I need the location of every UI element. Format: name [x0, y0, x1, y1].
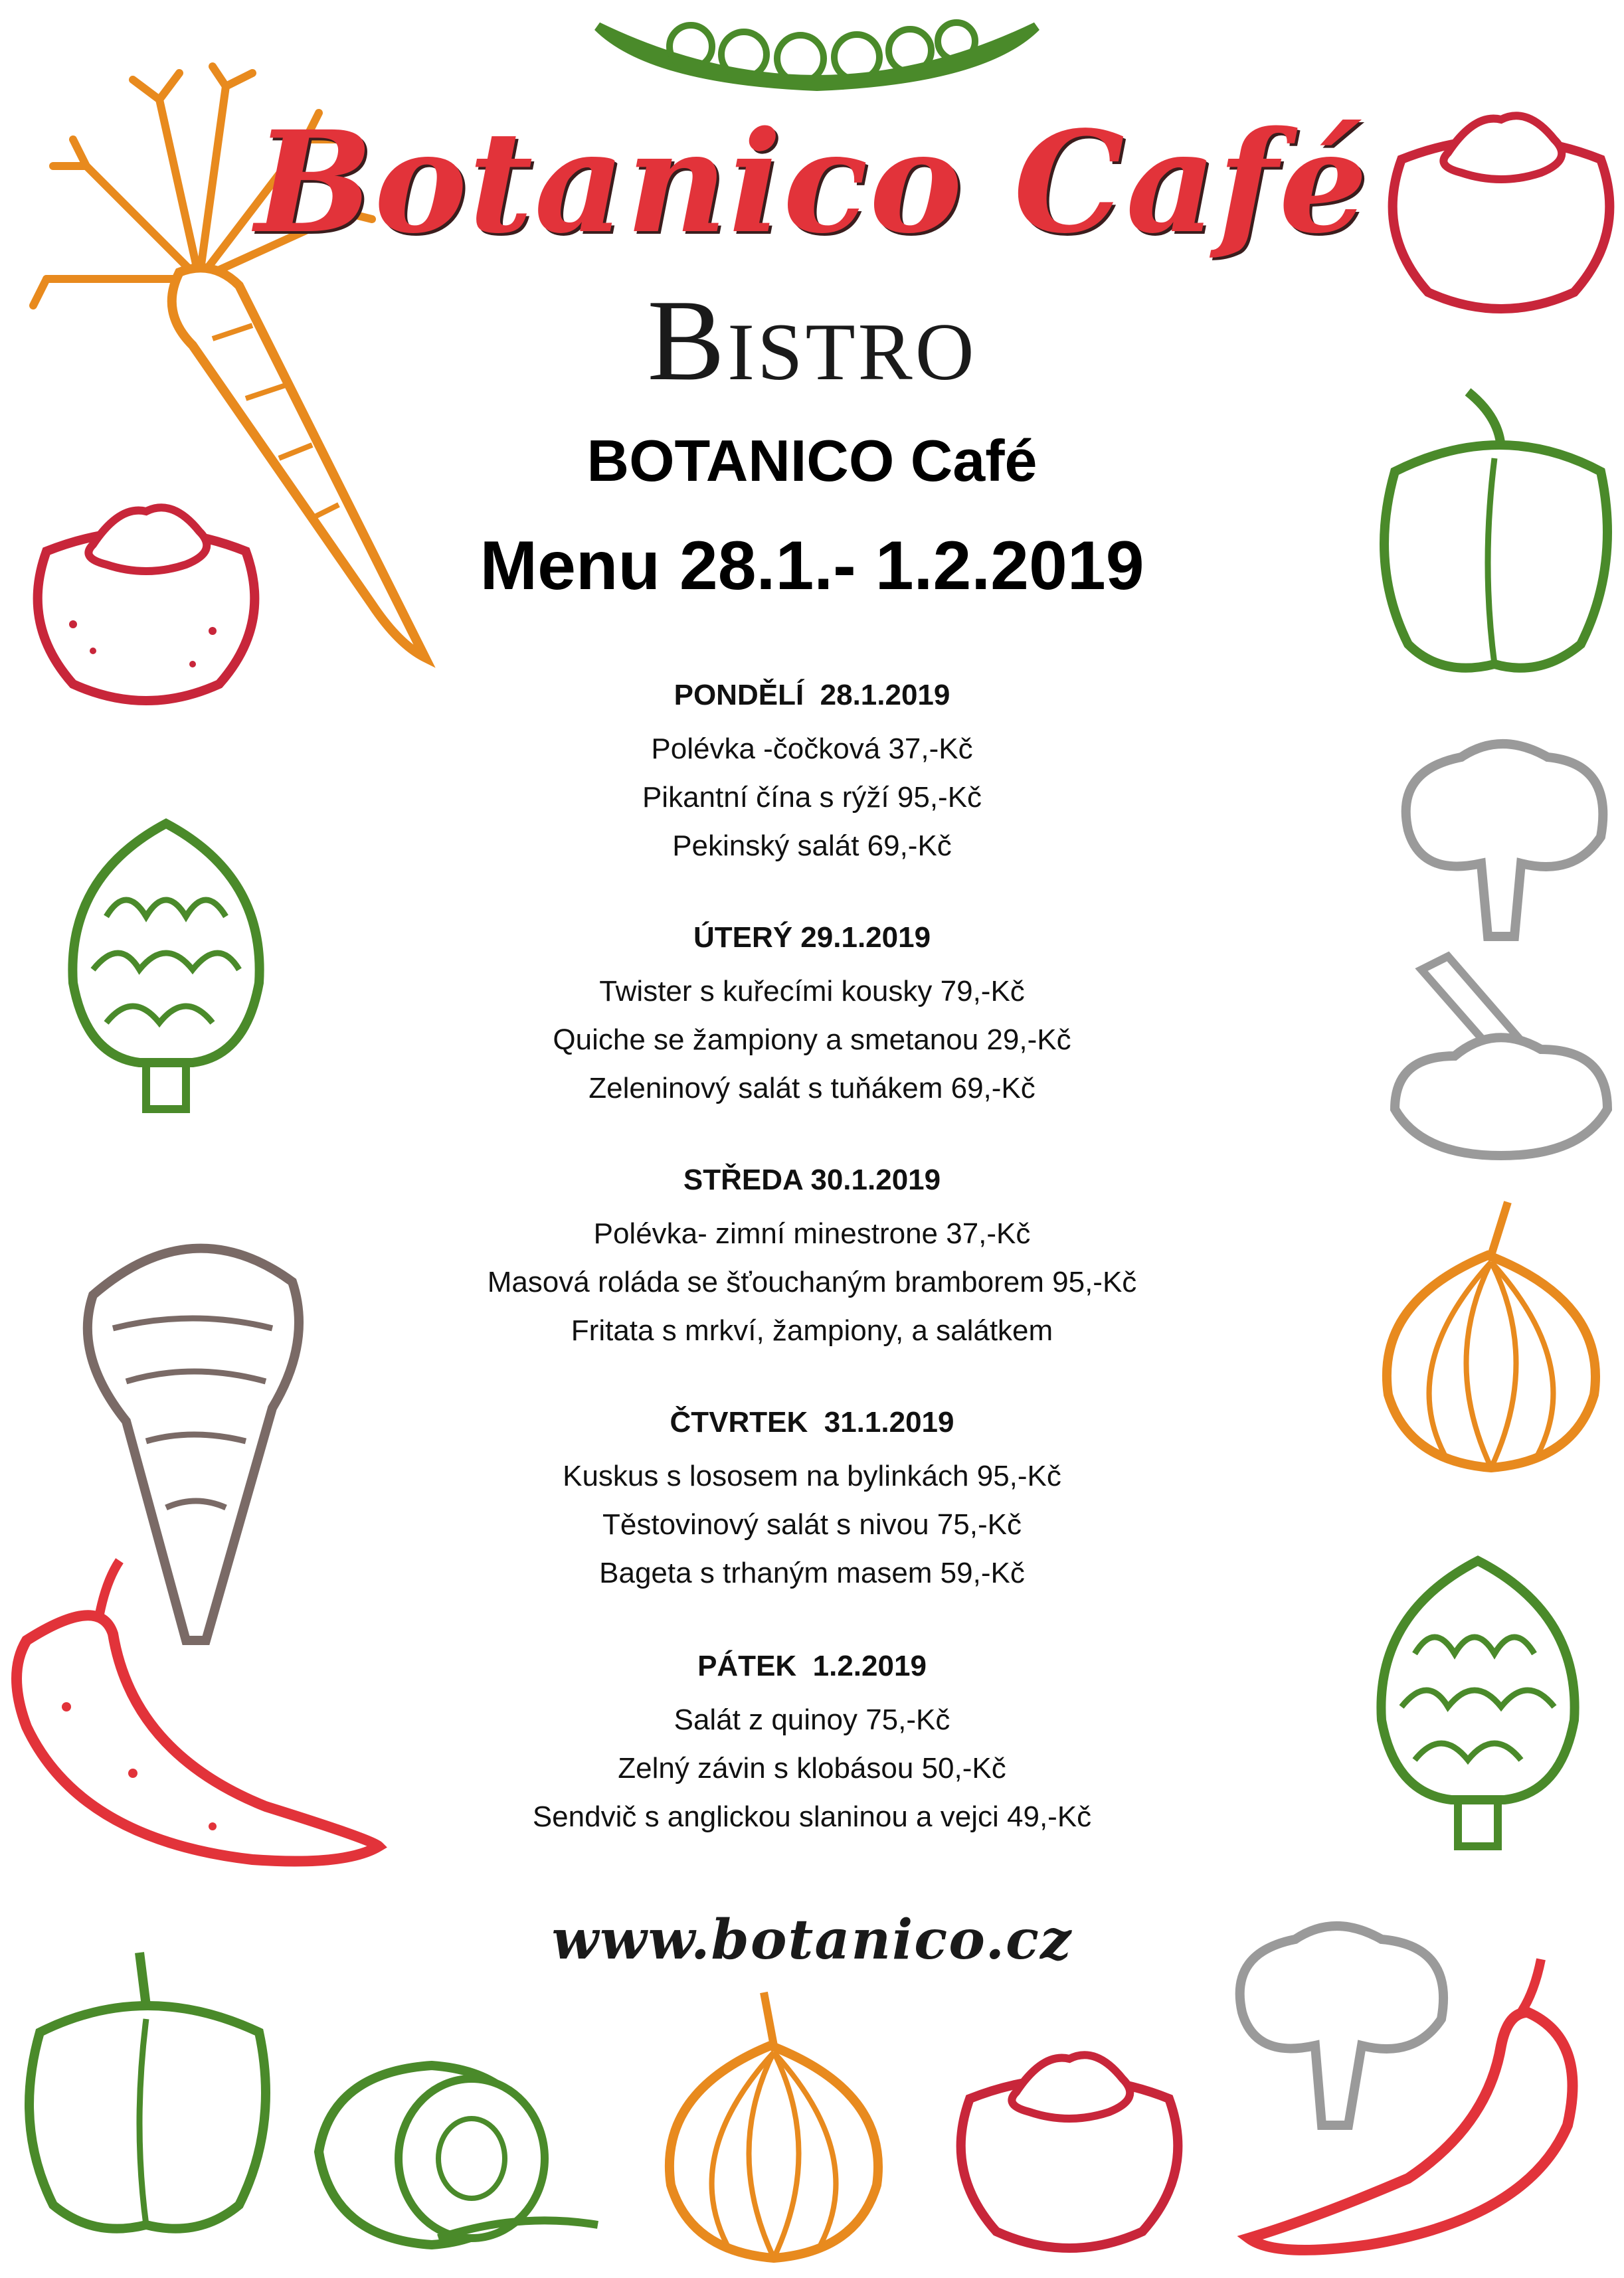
- day-block-tuesday: [0, 923, 1624, 1112]
- tomato-bottom-illustration: [943, 2039, 1196, 2265]
- pea-pod-illustration: [585, 0, 1049, 100]
- dish-item: Pekinský salát 69,-Kč: [672, 830, 952, 862]
- bell-pepper-illustration: [13, 1939, 279, 2245]
- cucumber-illustration: [306, 2046, 611, 2258]
- day-block-wednesday: [0, 1166, 1624, 1355]
- onion-bottom-illustration: [651, 1986, 897, 2278]
- dish-item: Quiche se žampiony a smetanou 29,-Kč: [553, 1023, 1071, 1056]
- dish-item: Fritata s mrkví, žampiony, a salátkem: [571, 1314, 1053, 1347]
- dish-item: Polévka- zimní minestrone 37,-Kč: [593, 1217, 1031, 1250]
- menu-title: Menu 28.1.- 1.2.2019: [480, 527, 1144, 604]
- dish-item: Zelný závin s klobásou 50,-Kč: [618, 1752, 1006, 1785]
- dish-item: Zeleninový salát s tuňákem 69,-Kč: [588, 1072, 1036, 1104]
- dish-item: Pikantní čína s rýží 95,-Kč: [642, 781, 982, 814]
- dish-item: Těstovinový salát s nivou 75,-Kč: [602, 1508, 1022, 1541]
- dish-item: Sendvič s anglickou slaninou a vejci 49,-Kč: [532, 1800, 1092, 1833]
- website-link[interactable]: www.botanico.cz: [551, 1908, 1073, 1972]
- dish-item: Salát z quinoy 75,-Kč: [674, 1704, 950, 1736]
- dish-item: Twister s kuřecími kousky 79,-Kč: [599, 975, 1025, 1008]
- logo-subtitle: Bistro: [647, 276, 977, 404]
- day-heading: PÁTEK 1.2.2019: [697, 1650, 927, 1682]
- day-heading: ČTVRTEK 31.1.2019: [670, 1406, 954, 1439]
- day-heading: PONDĚLÍ 28.1.2019: [674, 679, 950, 711]
- dish-item: Polévka -čočková 37,-Kč: [651, 733, 973, 765]
- dish-item: Kuskus s lososem na bylinkách 95,-Kč: [563, 1460, 1061, 1492]
- chili-bottom-illustration: [1235, 1953, 1607, 2271]
- day-heading: ÚTERÝ 29.1.2019: [693, 921, 931, 954]
- logo-script: Botanico Café: [254, 100, 1370, 264]
- day-block-friday: [0, 1652, 1624, 1841]
- day-heading: STŘEDA 30.1.2019: [683, 1164, 941, 1196]
- dish-item: Bageta s trhaným masem 59,-Kč: [599, 1557, 1025, 1589]
- day-block-monday: [0, 681, 1624, 870]
- cafe-name: BOTANICO Café: [586, 428, 1038, 493]
- day-block-thursday: [0, 1408, 1624, 1597]
- dish-item: Masová roláda se šťouchaným bramborem 95,-Kč: [487, 1266, 1137, 1298]
